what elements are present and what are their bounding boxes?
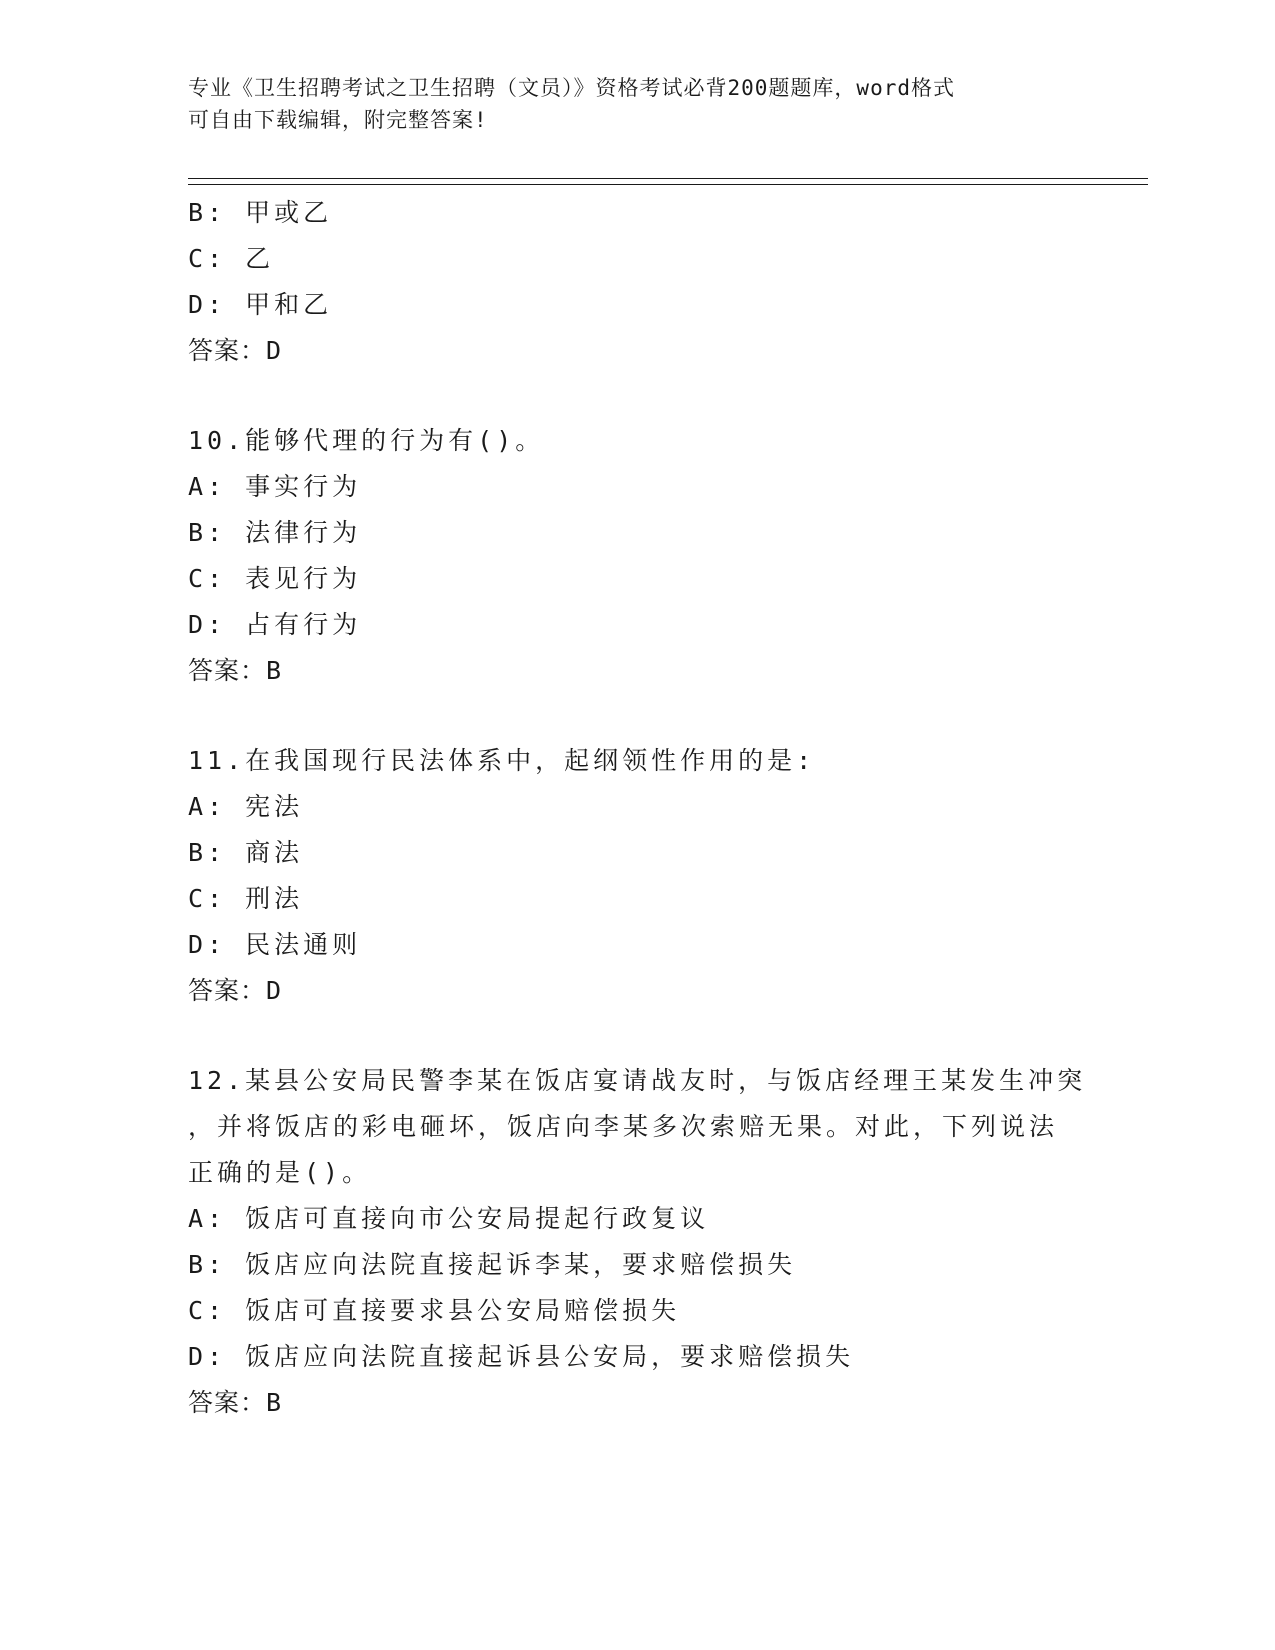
question-11 — [188, 738, 1088, 1014]
option-c: C: 饭店可直接要求县公安局赔偿损失 — [188, 1296, 681, 1325]
answer-line: 答案：B — [188, 656, 283, 685]
header-line-2: 可自由下载编辑，附完整答案! — [188, 108, 488, 132]
option-d: D: 占有行为 — [188, 610, 362, 639]
header-divider — [188, 178, 1148, 185]
question-stem: 10.能够代理的行为有()。 — [188, 426, 545, 455]
question-stem-line-3: 正确的是()。 — [188, 1158, 372, 1187]
question-stem: 11.在我国现行民法体系中，起纲领性作用的是: — [188, 746, 816, 775]
document-header — [188, 72, 1088, 136]
option-a: A: 宪法 — [188, 792, 304, 821]
option-a: A: 事实行为 — [188, 472, 362, 501]
option-b: B: 甲或乙 — [188, 198, 333, 227]
question-stem-line-2: ，并将饭店的彩电砸坏，饭店向李某多次索赔无果。对此，下列说法 — [188, 1112, 1059, 1141]
question-10 — [188, 418, 1088, 694]
spacer — [188, 374, 1088, 418]
header-line-1: 专业《卫生招聘考试之卫生招聘（文员）》资格考试必背200题题库，word格式 — [188, 76, 955, 100]
question-stem-line-1: 12.某县公安局民警李某在饭店宴请战友时，与饭店经理王某发生冲突 — [188, 1066, 1087, 1095]
answer-line: 答案：D — [188, 336, 283, 365]
option-d: D: 民法通则 — [188, 930, 362, 959]
option-b: B: 饭店应向法院直接起诉李某，要求赔偿损失 — [188, 1250, 797, 1279]
option-a: A: 饭店可直接向市公安局提起行政复议 — [188, 1204, 710, 1233]
question-12 — [188, 1058, 1088, 1426]
answer-line: 答案：D — [188, 976, 283, 1005]
option-b: B: 商法 — [188, 838, 304, 867]
answer-line: 答案：B — [188, 1388, 283, 1417]
option-c: C: 刑法 — [188, 884, 304, 913]
spacer — [188, 694, 1088, 738]
option-b: B: 法律行为 — [188, 518, 362, 547]
option-d: D: 甲和乙 — [188, 290, 333, 319]
option-c: C: 乙 — [188, 244, 275, 273]
spacer — [188, 1014, 1088, 1058]
question-9-continued — [188, 190, 1088, 374]
option-c: C: 表见行为 — [188, 564, 362, 593]
option-d: D: 饭店应向法院直接起诉县公安局，要求赔偿损失 — [188, 1342, 855, 1371]
question-content — [188, 190, 1088, 1426]
